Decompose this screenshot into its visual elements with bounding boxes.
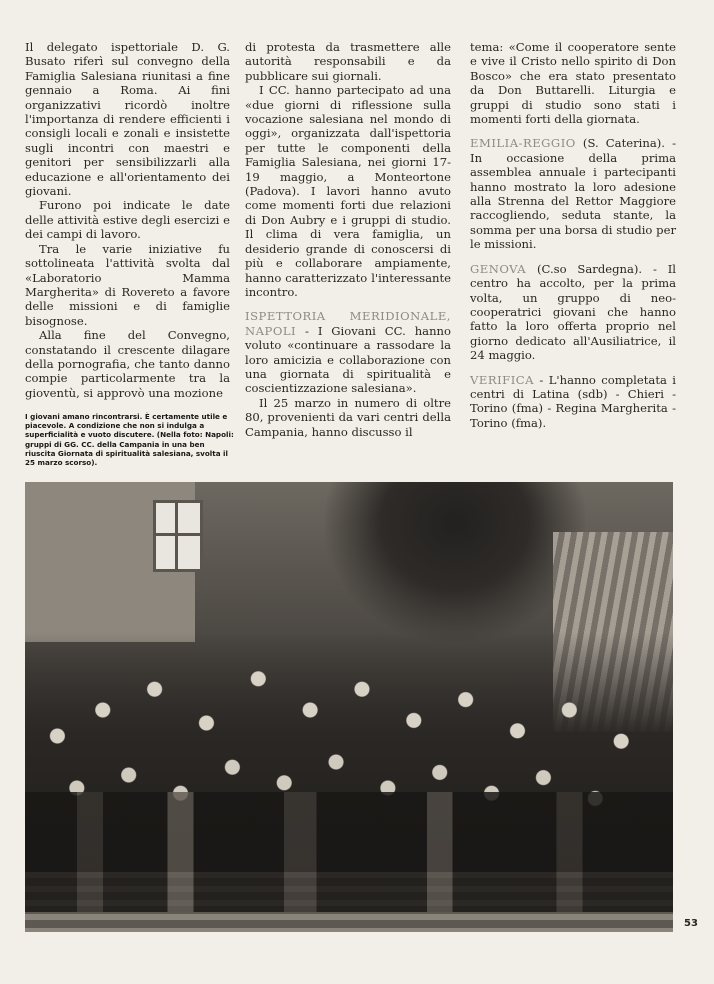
paragraph: [470, 136, 676, 251]
section-heading: VERIFICA: [470, 372, 535, 387]
paragraph: Il 25 marzo in numero di oltre 80, provenienti da vari centri della Campania, hanno discusso il: [245, 395, 451, 439]
column-2: [245, 40, 451, 439]
photo-caption: I giovani amano rincontrarsi. È certamente utile e piacevole. A condizione che non si indulga a superficialità e vuoto discutere. (Nella foto: Napoli: gruppi di GG. CC. della Campania in una ben riuscita Giornata di spiritualità salesiana, svolta il 25 marzo scorso).: [25, 412, 234, 468]
paragraph-text: (C.so Sardegna). - Il centro ha accolto, per la prima volta, un gruppo di neo-cooperatrici giovani che hanno fatto la loro offerta proprio nel giorno dedicato all'Ausiliatrice, il 24 maggio.: [470, 261, 676, 363]
paragraph: [470, 262, 676, 363]
paragraph: tema: «Come il cooperatore sente e vive il Cristo nello spirito di Don Bosco» che era stato presentato da Don Buttarelli. Liturgia e gruppi di studio sono stati i momenti forti della giornata.: [470, 40, 676, 127]
section-heading: EMILIA-REGGIO: [470, 136, 576, 151]
paragraph-text: - I Giovani CC. hanno voluto «continuare a rassodare la loro amicizia e collaborazione con una giornata di spiritualità e coscientizzazione salesiana».: [245, 323, 451, 396]
paragraph: Il delegato ispettoriale D. G. Busato riferì sul convegno della Famiglia Salesiana riunitasi a fine gennaio a Roma. Ai fini organizzativi ricordò inoltre l'importanza di rendere efficienti i consigli locali e zonali e insistette sugli incontri con maestri e genitori per sensibilizzarli alla educazione e all'orientamento dei giovani.: [25, 40, 230, 199]
column-1: [25, 40, 230, 400]
paragraph: Tra le varie iniziative fu sottolineata l'attività svolta dal «Laboratorio Mamma Margherita» di Rovereto a favore delle missioni e di famiglie bisognose.: [25, 241, 230, 328]
window: [153, 500, 203, 572]
paragraph-text: (S. Caterina). - In occasione della prima assemblea annuale i partecipanti hanno mostrato la loro adesione alla Strenna del Rettor Maggiore raccogliendo, seduta stante, la somma per una borsa di studio per le missioni.: [470, 136, 676, 252]
column-3: [470, 40, 676, 430]
page-number: 53: [684, 918, 698, 929]
paragraph: [245, 309, 451, 395]
section-heading: GENOVA: [470, 261, 527, 276]
paragraph: [470, 373, 676, 431]
paragraph-text: - L'hanno completata i centri di Latina (sdb) - Chieri - Torino (fma) - Regina Margherita - Torino (fma).: [470, 372, 676, 430]
section-heading: ISPETTORIA MERIDIONALE, NAPOLI: [245, 309, 451, 338]
front-row: [25, 792, 673, 912]
paragraph: I CC. hanno partecipato ad una «due giorni di riflessione sulla vocazione salesiana nel mondo di oggi», organizzata dall'ispettoria per tutte le componenti della Famiglia Salesiana, nei giorni 17-19 maggio, a Monteortone (Padova). I lavori hanno avuto come momenti forti due relazioni di Don Aubry e i gruppi di studio. Il clima di vera famiglia, un desiderio grande di conoscersi di più e collaborare ampiamente, hanno caratterizzato l'interessante incontro.: [245, 83, 451, 299]
paragraph: di protesta da trasmettere alle autorità responsabili e da pubblicare sui giornali.: [245, 40, 451, 83]
paragraph: Furono poi indicate le date delle attività estive degli esercizi e dei campi di lavoro.: [25, 198, 230, 242]
group-photo: [25, 482, 673, 932]
paragraph: Alla fine del Convegno, constatando il crescente dilagare della pornografia, che tanto danno compie particolarmente tra la gioventù, si approvò una mozione: [25, 328, 230, 400]
palm-tree: [325, 482, 585, 642]
